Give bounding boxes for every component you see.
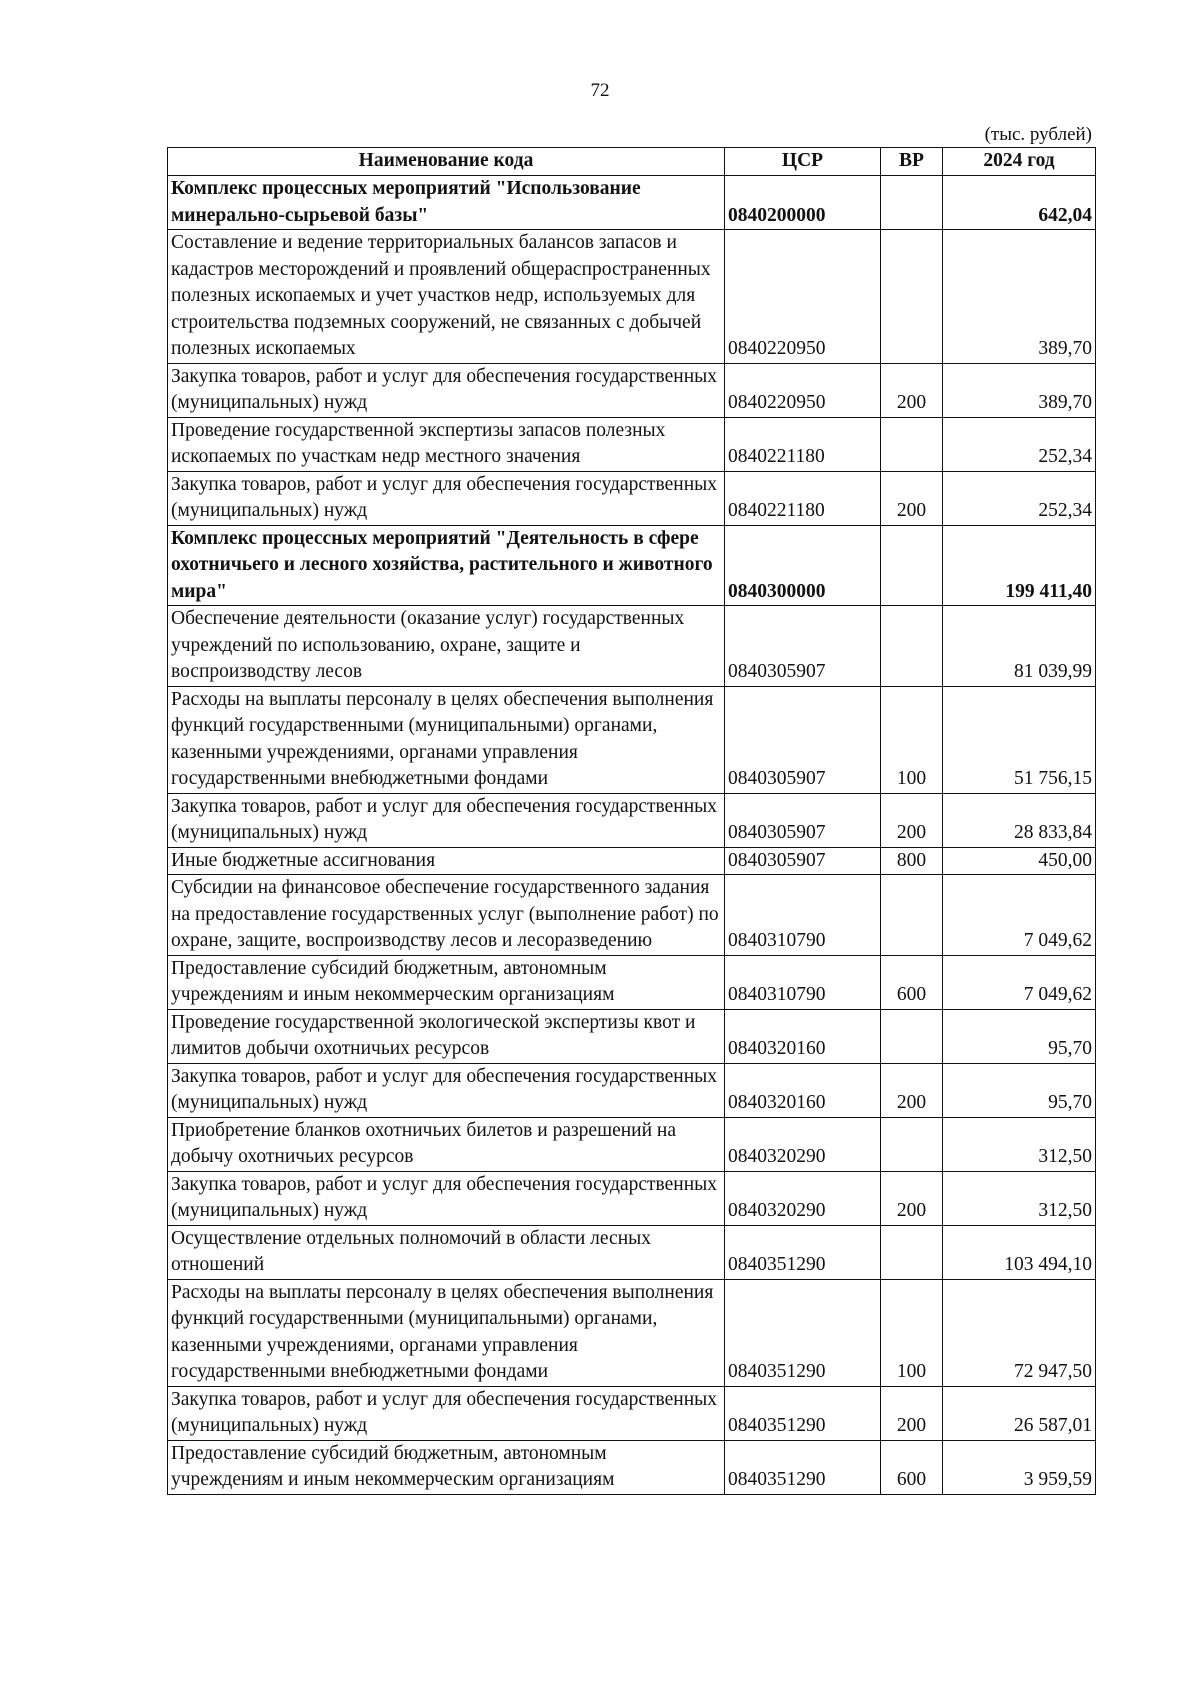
cell-vr: 600	[881, 955, 943, 1009]
cell-vr: 200	[881, 1171, 943, 1225]
cell-csr: 0840351290	[725, 1225, 881, 1279]
cell-name: Закупка товаров, работ и услуг для обеспечения государственных (муниципальных) нужд	[168, 793, 725, 847]
cell-sum: 450,00	[943, 847, 1096, 875]
cell-name: Проведение государственной экспертизы запасов полезных ископаемых по участкам недр местного значения	[168, 417, 725, 471]
cell-name: Обеспечение деятельности (оказание услуг) государственных учреждений по использованию, охране, защите и воспроизводству лесов	[168, 606, 725, 687]
cell-sum: 72 947,50	[943, 1279, 1096, 1386]
cell-csr: 0840320290	[725, 1117, 881, 1171]
cell-sum: 103 494,10	[943, 1225, 1096, 1279]
cell-vr: 200	[881, 793, 943, 847]
cell-name: Осуществление отдельных полномочий в области лесных отношений	[168, 1225, 725, 1279]
cell-sum: 252,34	[943, 471, 1096, 525]
cell-csr: 0840351290	[725, 1279, 881, 1386]
cell-sum: 312,50	[943, 1171, 1096, 1225]
cell-sum: 7 049,62	[943, 955, 1096, 1009]
table-row	[168, 417, 1096, 471]
cell-vr: 200	[881, 363, 943, 417]
cell-vr	[881, 176, 943, 230]
cell-vr: 100	[881, 1279, 943, 1386]
cell-csr: 0840320290	[725, 1171, 881, 1225]
cell-name: Комплекс процессных мероприятий "Использование минерально-сырьевой базы"	[168, 176, 725, 230]
cell-name: Комплекс процессных мероприятий "Деятельность в сфере охотничьего и лесного хозяйства, растительного и животного мира"	[168, 525, 725, 606]
cell-sum: 51 756,15	[943, 686, 1096, 793]
cell-vr: 600	[881, 1440, 943, 1494]
table-row	[168, 176, 1096, 230]
cell-csr: 0840300000	[725, 525, 881, 606]
cell-sum: 252,34	[943, 417, 1096, 471]
cell-csr: 0840351290	[725, 1440, 881, 1494]
cell-name: Иные бюджетные ассигнования	[168, 847, 725, 875]
table-row	[168, 1386, 1096, 1440]
table-row	[168, 1279, 1096, 1386]
cell-name: Закупка товаров, работ и услуг для обеспечения государственных (муниципальных) нужд	[168, 1386, 725, 1440]
cell-name: Предоставление субсидий бюджетным, автономным учреждениям и иным некоммерческим организациям	[168, 1440, 725, 1494]
cell-sum: 389,70	[943, 363, 1096, 417]
cell-vr: 800	[881, 847, 943, 875]
cell-csr: 0840305907	[725, 686, 881, 793]
cell-vr: 200	[881, 1386, 943, 1440]
cell-name: Расходы на выплаты персоналу в целях обеспечения выполнения функций государственными (муниципальными) органами, казенными учреждениями, органами управления государственными внебюджетными фондами	[168, 686, 725, 793]
table-row	[168, 847, 1096, 875]
header-vr: ВР	[881, 148, 943, 176]
cell-sum: 95,70	[943, 1063, 1096, 1117]
cell-csr: 0840305907	[725, 847, 881, 875]
cell-name: Проведение государственной экологической экспертизы квот и лимитов добычи охотничьих ресурсов	[168, 1009, 725, 1063]
cell-sum: 95,70	[943, 1009, 1096, 1063]
table-row	[168, 1225, 1096, 1279]
table-row	[168, 793, 1096, 847]
table-row	[168, 230, 1096, 364]
cell-csr: 0840310790	[725, 955, 881, 1009]
cell-csr: 0840221180	[725, 471, 881, 525]
cell-name: Предоставление субсидий бюджетным, автономным учреждениям и иным некоммерческим организациям	[168, 955, 725, 1009]
table-row	[168, 363, 1096, 417]
table-row	[168, 606, 1096, 687]
cell-csr: 0840320160	[725, 1063, 881, 1117]
table-row	[168, 1063, 1096, 1117]
table-row	[168, 525, 1096, 606]
units-label: (тыс. рублей)	[984, 124, 1092, 145]
table-row	[168, 955, 1096, 1009]
cell-sum: 81 039,99	[943, 606, 1096, 687]
table-row	[168, 471, 1096, 525]
table-row	[168, 686, 1096, 793]
cell-name: Закупка товаров, работ и услуг для обеспечения государственных (муниципальных) нужд	[168, 363, 725, 417]
header-year: 2024 год	[943, 148, 1096, 176]
table-row	[168, 1440, 1096, 1494]
table-header-row	[168, 148, 1096, 176]
cell-csr: 0840310790	[725, 875, 881, 956]
table-body	[168, 176, 1096, 1495]
cell-csr: 0840320160	[725, 1009, 881, 1063]
table-row	[168, 875, 1096, 956]
cell-vr	[881, 525, 943, 606]
cell-sum: 3 959,59	[943, 1440, 1096, 1494]
cell-csr: 0840221180	[725, 417, 881, 471]
cell-vr	[881, 417, 943, 471]
cell-csr: 0840305907	[725, 606, 881, 687]
budget-table	[167, 147, 1096, 1495]
cell-vr	[881, 1225, 943, 1279]
cell-csr: 0840351290	[725, 1386, 881, 1440]
cell-vr: 100	[881, 686, 943, 793]
cell-sum: 199 411,40	[943, 525, 1096, 606]
cell-sum: 28 833,84	[943, 793, 1096, 847]
table-row	[168, 1009, 1096, 1063]
cell-csr: 0840305907	[725, 793, 881, 847]
cell-vr	[881, 230, 943, 364]
cell-vr	[881, 606, 943, 687]
cell-name: Приобретение бланков охотничьих билетов и разрешений на добычу охотничьих ресурсов	[168, 1117, 725, 1171]
cell-vr	[881, 875, 943, 956]
cell-sum: 26 587,01	[943, 1386, 1096, 1440]
cell-vr: 200	[881, 471, 943, 525]
cell-name: Закупка товаров, работ и услуг для обеспечения государственных (муниципальных) нужд	[168, 1171, 725, 1225]
cell-sum: 312,50	[943, 1117, 1096, 1171]
header-name: Наименование кода	[168, 148, 725, 176]
cell-sum: 389,70	[943, 230, 1096, 364]
cell-name: Закупка товаров, работ и услуг для обеспечения государственных (муниципальных) нужд	[168, 471, 725, 525]
cell-vr	[881, 1117, 943, 1171]
cell-name: Расходы на выплаты персоналу в целях обеспечения выполнения функций государственными (муниципальными) органами, казенными учреждениями, органами управления государственными внебюджетными фондами	[168, 1279, 725, 1386]
cell-vr	[881, 1009, 943, 1063]
cell-name: Составление и ведение территориальных балансов запасов и кадастров месторождений и проявлений общераспространенных полезных ископаемых и учет участков недр, используемых для строительства подземных сооружений, не связанных с добычей полезных ископаемых	[168, 230, 725, 364]
cell-csr: 0840220950	[725, 230, 881, 364]
table-row	[168, 1171, 1096, 1225]
cell-name: Субсидии на финансовое обеспечение государственного задания на предоставление государственных услуг (выполнение работ) по охране, защите, воспроизводству лесов и лесоразведению	[168, 875, 725, 956]
cell-vr: 200	[881, 1063, 943, 1117]
cell-csr: 0840220950	[725, 363, 881, 417]
table-row	[168, 1117, 1096, 1171]
cell-sum: 7 049,62	[943, 875, 1096, 956]
cell-csr: 0840200000	[725, 176, 881, 230]
cell-name: Закупка товаров, работ и услуг для обеспечения государственных (муниципальных) нужд	[168, 1063, 725, 1117]
page-number: 72	[590, 80, 610, 101]
header-csr: ЦСР	[725, 148, 881, 176]
cell-sum: 642,04	[943, 176, 1096, 230]
